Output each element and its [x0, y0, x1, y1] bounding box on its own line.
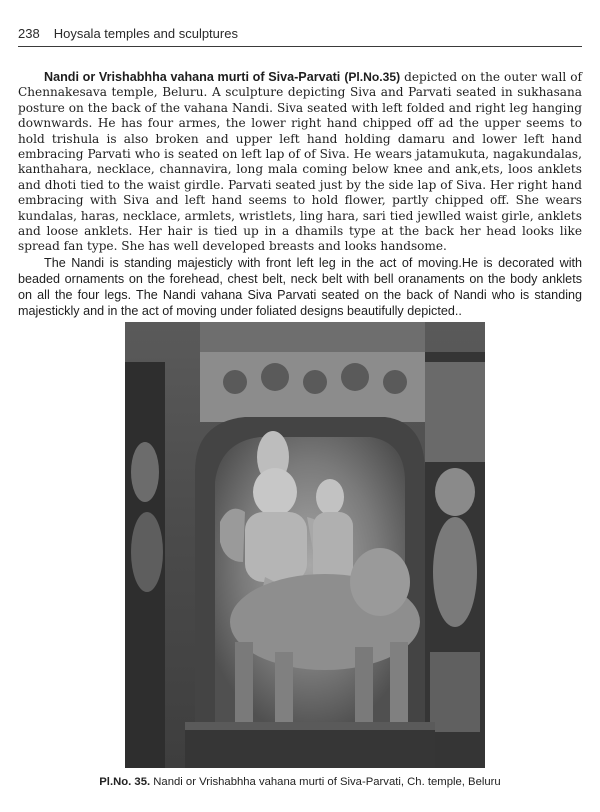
header-rule	[18, 46, 582, 47]
page-number: 238	[18, 26, 40, 41]
caption-text: Nandi or Vrishabhha vahana murti of Siva-Parvati, Ch. temple, Beluru	[150, 776, 501, 788]
running-title: Hoysala temples and sculptures	[53, 26, 238, 41]
sculpture-photograph	[125, 322, 485, 768]
running-header	[18, 26, 582, 41]
caption-plate-label: Pl.No. 35.	[99, 776, 151, 788]
paragraph-body: The Nandi is standing majesticly with front left leg in the act of moving.He is decorated with beaded ornaments on the forehead, chest belt, neck belt with bell oranaments on the body anklets on all the four legs. The Nandi vahana Siva Parvati seated on the back of Nandi who is standing majestickly and in the act of moving under foliated designs beautifully depicted..	[18, 256, 582, 318]
paragraph-nandi-description	[18, 255, 582, 319]
sculpture-image	[125, 322, 485, 768]
paragraph-siva-parvati-description	[18, 70, 582, 255]
figure-caption	[0, 776, 600, 788]
plate-reference: (Pl.No.35)	[344, 70, 401, 84]
paragraph-body: depicted on the outer wall of Chennakesava temple, Beluru. A sculpture depicting Siva and Parvati seated in sukhasana posture on the back of the vahana Nandi. Siva seated with left folded and right leg hanging downwards. He has four armes, the lower right hand chipped off ad the upper seems to hold trishula is also broken and upper left hand holding damaru and lower left hand embracing Parvati who is seated on left lap of of Siva. He wears jatamukuta, nagakundalas, kanthahara, necklace, channavira, long mala coming below knee and ank,ets, loos anklets and dhoti tied to the waist girdle. Parvati seated just by the side lap of Siva. Her right hand embracing with Siva and left hand seems to hold flower, partly chipped off. She wears kundalas, haras, necklace, armlets, wristlets, ling hara, sari tied jewlled waist girle, anklets and loose anklets. Her hair is tied up in a dhamils type at the back her head looks like spread fan type. She has well developed breasts and looks handsome.	[18, 70, 582, 254]
paragraph-lead-heading: Nandi or Vrishabhha vahana murti of Siva-Parvati	[44, 70, 341, 84]
